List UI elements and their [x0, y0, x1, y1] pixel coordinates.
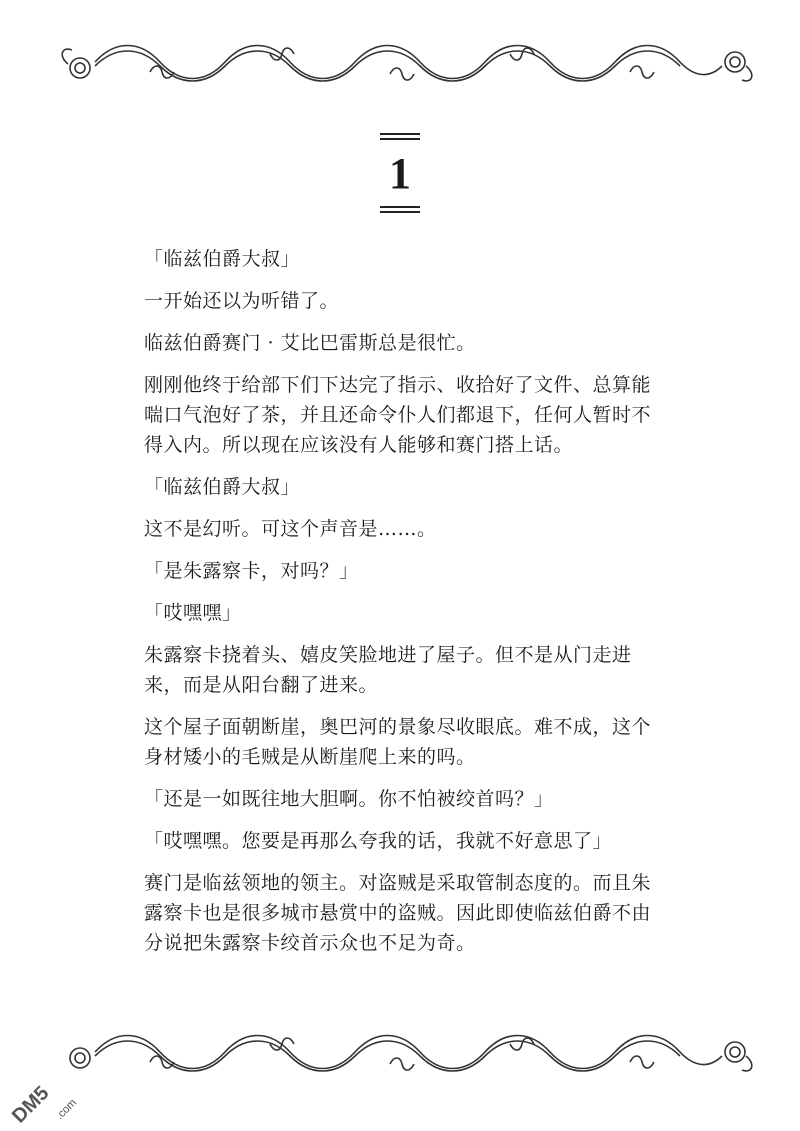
- top-ornament-border: [0, 26, 800, 96]
- chapter-rule-top-1: [380, 133, 420, 135]
- paragraph: 这个屋子面朝断崖，奥巴河的景象尽收眼底。难不成，这个身材矮小的毛贼是从断崖爬上来的吗。: [144, 716, 652, 768]
- watermark-logo: [0, 1020, 110, 1130]
- paragraph: 赛门是临兹领地的领主。对盗贼是采取管制态度的。而且朱露察卡也是很多城市悬赏中的盗贼。因此即使临兹伯爵不由分说把朱露察卡绞首示众也不足为奇。: [144, 872, 652, 954]
- paragraph: 「还是一如既往地大胆啊。你不怕被绞首吗？」: [144, 788, 554, 810]
- svg-text:DM5: DM5: [7, 1082, 54, 1128]
- paragraph: 这不是幻听。可这个声音是……。: [144, 518, 437, 540]
- paragraph: 「是朱露察卡，对吗？」: [144, 560, 359, 582]
- paragraph: 「哎嘿嘿。您要是再那么夸我的话，我就不好意思了」: [144, 830, 613, 852]
- paragraph: 临兹伯爵赛门 · 艾比巴雷斯总是很忙。: [144, 332, 476, 354]
- paragraph: 「哎嘿嘿」: [144, 602, 242, 624]
- paragraph: 「临兹伯爵大叔」: [144, 248, 301, 270]
- bottom-ornament-border: [0, 1016, 800, 1086]
- paragraph: 「临兹伯爵大叔」: [144, 476, 301, 498]
- paragraph: 一开始还以为听错了。: [144, 290, 340, 312]
- paragraph: 刚刚他终于给部下们下达完了指示、收拾好了文件、总算能喘口气泡好了茶，并且还命令仆人们都退下，任何人暂时不得入内。所以现在应该没有人能够和赛门搭上话。: [144, 374, 652, 456]
- svg-text:.com: .com: [53, 1096, 79, 1123]
- chapter-rule-bottom-2: [380, 211, 420, 213]
- chapter-number: 1: [389, 149, 411, 198]
- body-text: [144, 244, 664, 970]
- chapter-rule-bottom-1: [380, 206, 420, 208]
- chapter-rule-top-2: [380, 138, 420, 140]
- paragraph: 朱露察卡挠着头、嬉皮笑脸地进了屋子。但不是从门走进来，而是从阳台翻了进来。: [144, 644, 632, 696]
- chapter-heading: [380, 130, 420, 216]
